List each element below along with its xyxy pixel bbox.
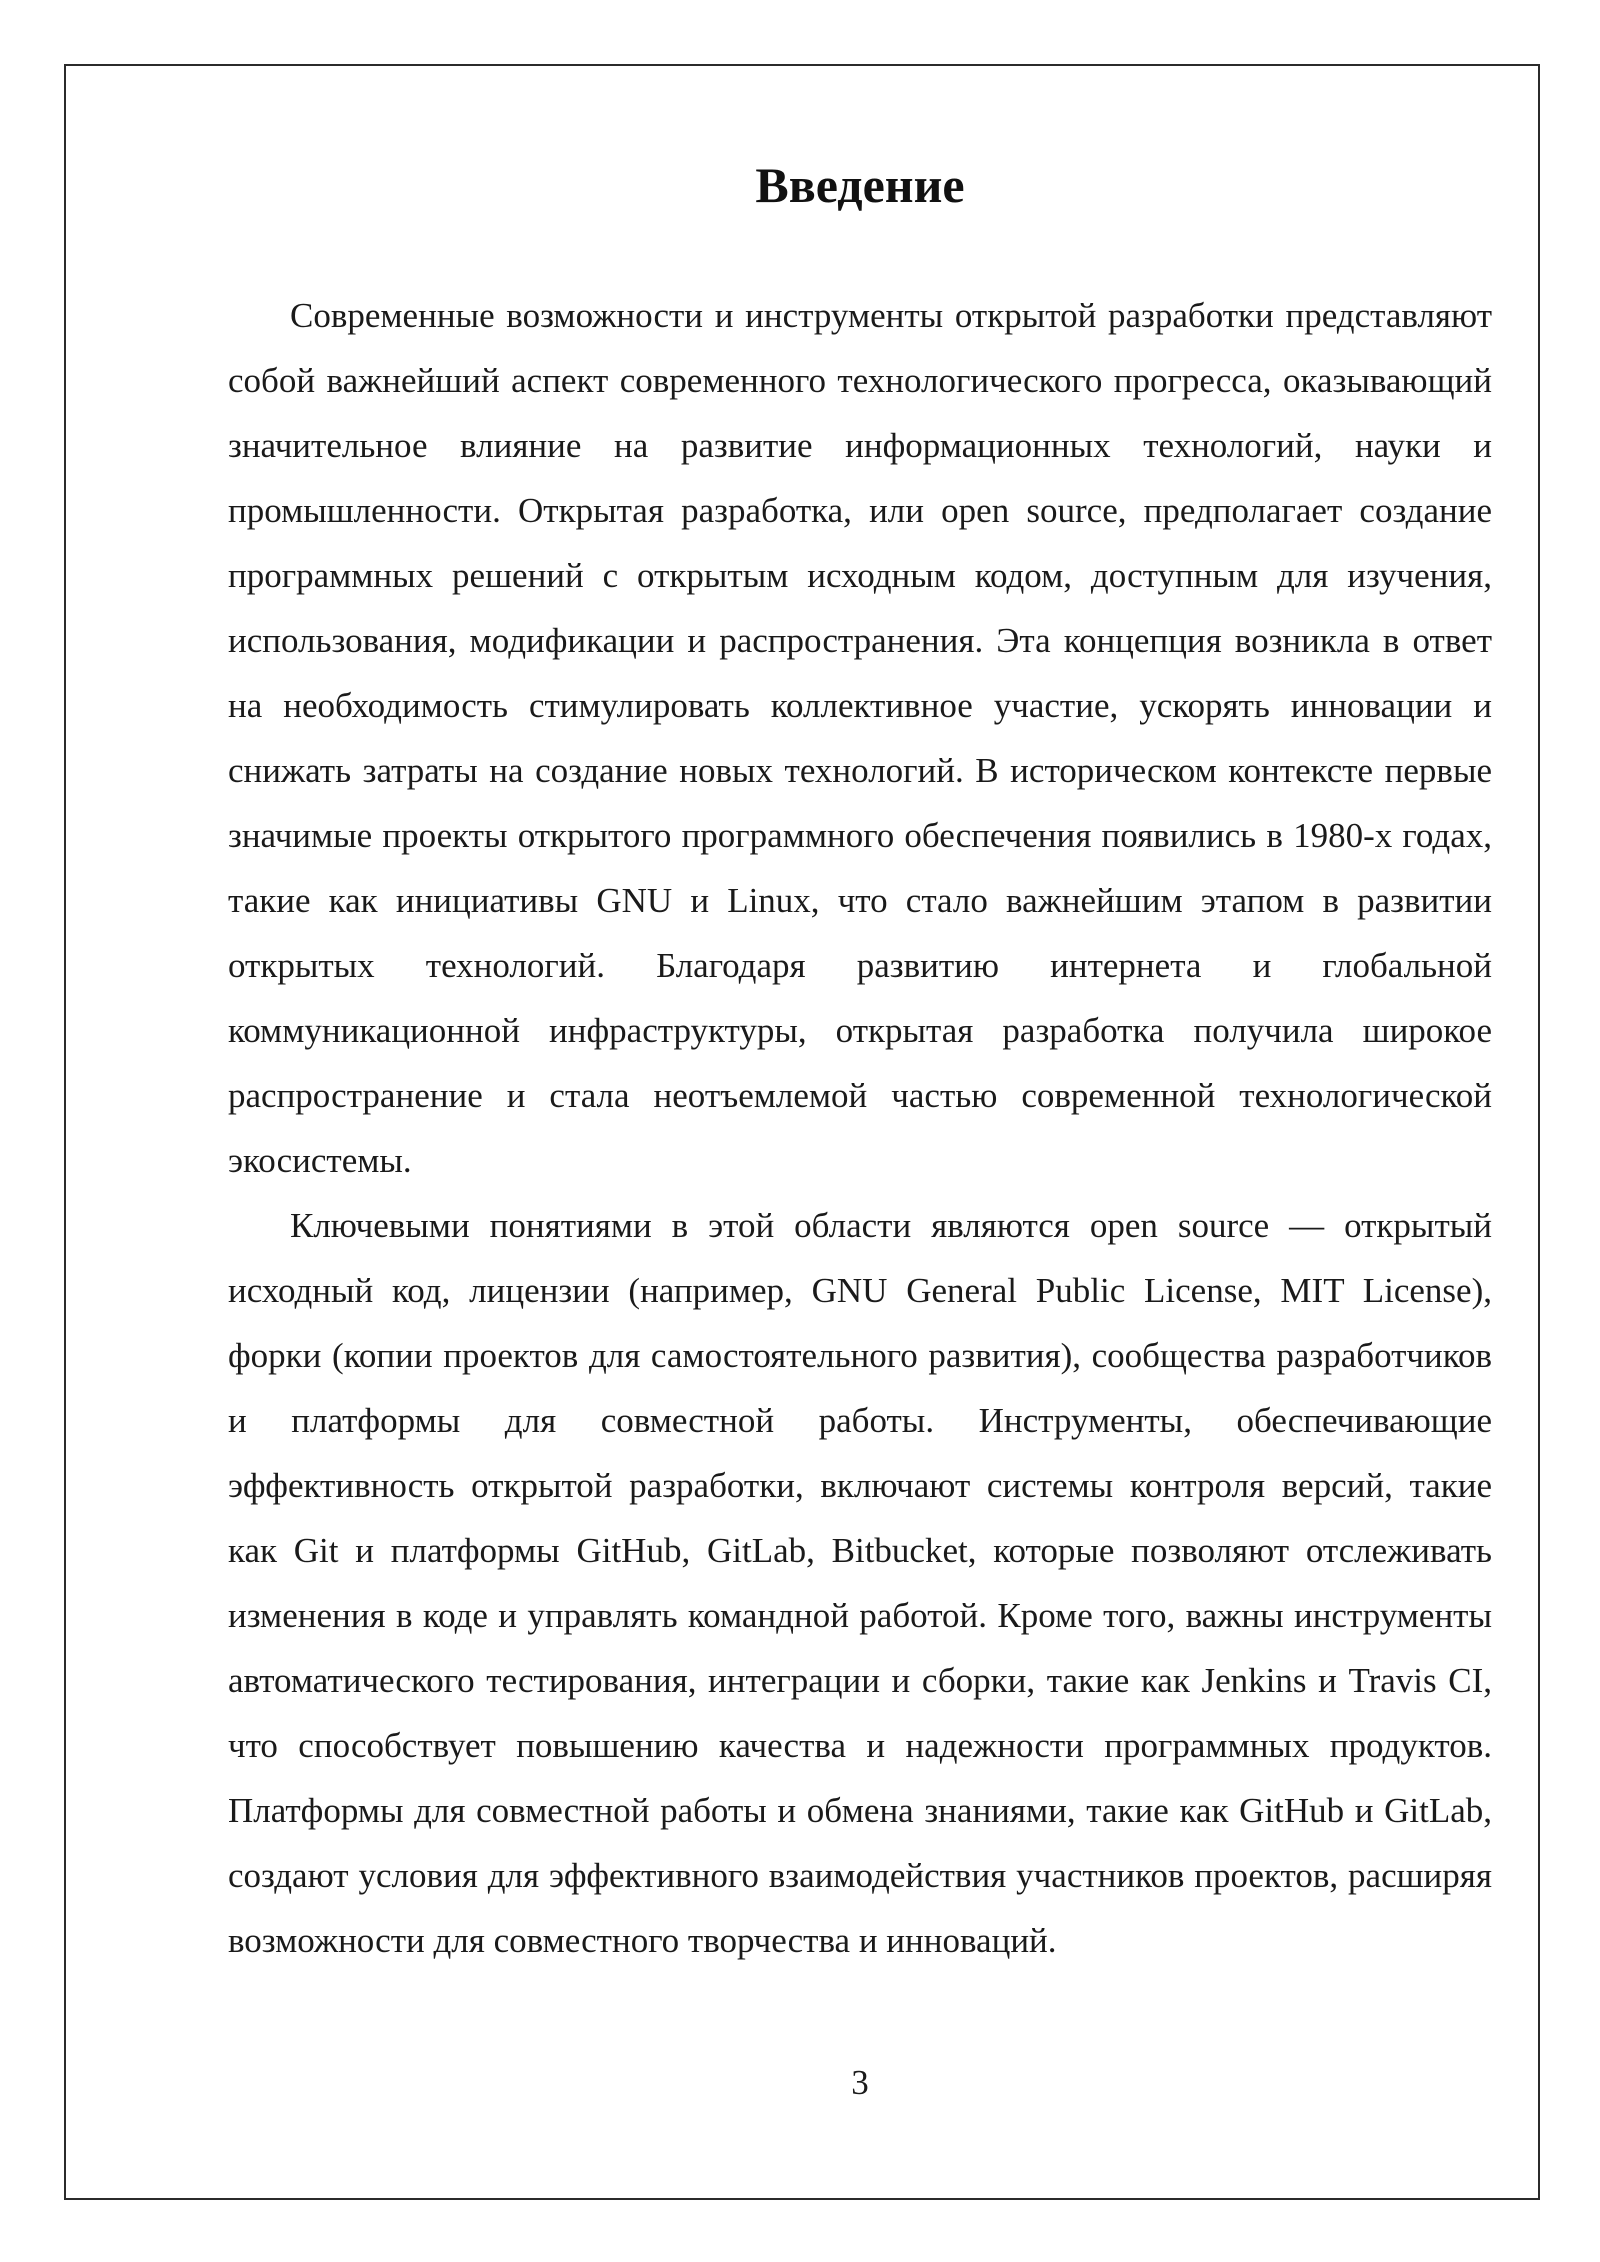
body-text [228, 283, 1492, 1973]
paragraph-1: Современные возможности и инструменты открытой разработки представляют собой важнейший аспект современного технологического прогресса, оказывающий значительное влияние на развитие информационных технологий, науки и промышленности. Открытая разработка, или open source, предполагает создание программных решений с открытым исходным кодом, доступным для изучения, использования, модификации и распространения. Эта концепция возникла в ответ на необходимость стимулировать коллективное участие, ускорять инновации и снижать затраты на создание новых технологий. В историческом контексте первые значимые проекты открытого программного обеспечения появились в 1980-х годах, такие как инициативы GNU и Linux, что стало важнейшим этапом в развитии открытых технологий. Благодаря развитию интернета и глобальной коммуникационной инфраструктуры, открытая разработка получила широкое распространение и стала неотъемлемой частью современной технологической экосистемы. [228, 296, 1492, 1180]
page-number: 3 [851, 2063, 869, 2102]
page-title: Введение [755, 157, 965, 213]
paragraph-2: Ключевыми понятиями в этой области являются open source — открытый исходный код, лицензии (например, GNU General Public License, MIT License), форки (копии проектов для самостоятельного развития), сообщества разработчиков и платформы для совместной работы. Инструменты, обеспечивающие эффективность открытой разработки, включают системы контроля версий, такие как Git и платформы GitHub, GitLab, Bitbucket, которые позволяют отслеживать изменения в коде и управлять командной работой. Кроме того, важны инструменты автоматического тестирования, интеграции и сборки, такие как Jenkins и Travis CI, что способствует повышению качества и надежности программных продуктов. Платформы для совместной работы и обмена знаниями, такие как GitHub и GitLab, создают условия для эффективного взаимодействия участников проектов, расширяя возможности для совместного творчества и инноваций. [228, 1206, 1492, 1960]
